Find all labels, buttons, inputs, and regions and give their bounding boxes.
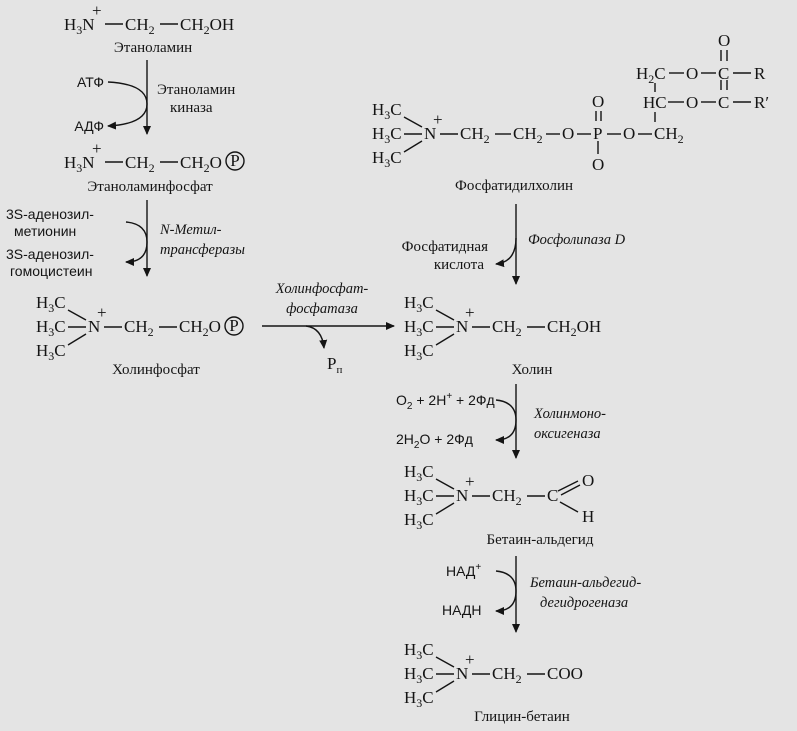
- sah-label-1: 3S-аденозил-: [6, 246, 94, 262]
- phosphatidylcholine-structure: [372, 31, 769, 174]
- ethanolamine-name: Этаноламин: [113, 40, 193, 56]
- svg-text:CH2OH: $CH_2OH$: [547, 317, 602, 339]
- svg-text:CH2: $CH_2$: [125, 15, 155, 37]
- svg-text:H3C: $H_3C$: [404, 486, 434, 508]
- svg-text:CH2: $CH_2$: [513, 124, 543, 146]
- enzyme-phosphatase-2: фосфатаза: [286, 301, 358, 317]
- svg-text:N: N: [456, 317, 469, 336]
- svg-text:CH2: $CH_2$: [125, 153, 155, 175]
- adp-label: АДФ: [74, 118, 104, 134]
- svg-text:O: O: [562, 124, 575, 143]
- svg-text:+: +: [92, 1, 102, 20]
- sam-label-1: 3S-аденозил-: [6, 206, 94, 222]
- enzyme-ethanolamine-kinase-2: киназа: [170, 100, 213, 116]
- choline-structure: [404, 293, 601, 363]
- svg-text:R: R: [754, 64, 766, 83]
- sah-label-2: гомоцистеин: [10, 263, 93, 279]
- step-phospholipase-d: [402, 204, 626, 284]
- svg-text:O: O: [592, 155, 605, 174]
- svg-text:+: +: [97, 303, 107, 322]
- svg-text:P: P: [230, 151, 240, 170]
- svg-text:R′: R′: [754, 93, 770, 112]
- svg-text:H3C: $H_3C$: [404, 664, 434, 686]
- svg-text:N: N: [88, 317, 101, 336]
- svg-text:P: P: [229, 316, 239, 335]
- phosphatidic-acid-name-1: Фосфатидная: [401, 239, 488, 255]
- svg-text:+: +: [465, 303, 475, 322]
- svg-text:H3C: $H_3C$: [372, 124, 402, 146]
- nad-label: НАД+: [446, 562, 482, 579]
- svg-text:O: O: [686, 93, 699, 112]
- ethanolamine-structure: [64, 1, 234, 37]
- svg-text:+: +: [92, 139, 102, 158]
- svg-text:O: O: [686, 64, 699, 83]
- svg-text:C: C: [718, 93, 730, 112]
- svg-text:P: P: [593, 124, 603, 143]
- svg-text:H: H: [582, 507, 595, 526]
- betaine-aldehyde-name: Бетаин-альдегид: [486, 532, 594, 548]
- betaine-aldehyde-structure: [404, 462, 594, 532]
- svg-text:C: C: [547, 486, 559, 505]
- svg-text:COO: COO: [547, 664, 583, 683]
- pi-label: $P_п$: [327, 354, 343, 376]
- svg-text:H3C: $H_3C$: [372, 148, 402, 170]
- svg-text:H3C: $H_3C$: [404, 317, 434, 339]
- svg-text:CH2: $CH_2$: [492, 317, 522, 339]
- svg-text:H3C: $H_3C$: [36, 317, 66, 339]
- step-ethanolamine-kinase: [74, 60, 235, 134]
- enzyme-phosphatase-1: Холинфосфат-: [275, 281, 369, 297]
- svg-text:O: O: [582, 471, 595, 490]
- enzyme-dehydrogenase-2: дегидрогеназа: [540, 595, 629, 611]
- svg-text:CH2: $CH_2$: [124, 317, 154, 339]
- svg-text:H3C: $H_3C$: [404, 640, 434, 662]
- svg-text:H3C: $H_3C$: [404, 688, 434, 710]
- svg-text:H3C: $H_3C$: [372, 100, 402, 122]
- enzyme-ethanolamine-kinase-1: Этаноламин: [157, 82, 236, 98]
- atp-label: АТФ: [77, 74, 104, 90]
- enzyme-dehydrogenase-1: Бетаин-альдегид-: [530, 575, 642, 591]
- enzyme-monooxygenase-1: Холинмоно-: [534, 406, 606, 422]
- svg-text:CH2OH: $CH_2OH$: [180, 15, 235, 37]
- nadh-label: НАДН: [442, 602, 482, 618]
- enzyme-methyltransferases-1: N-Метил-: [160, 222, 222, 238]
- phosphocholine-structure: [36, 293, 243, 363]
- svg-text:+: +: [465, 472, 475, 491]
- h2o-label: $2H_2O + 2Фд$: [396, 431, 473, 451]
- svg-text:H2C: $H_2C$: [636, 64, 666, 86]
- glycine-betaine-structure: [404, 640, 583, 710]
- svg-text:O: O: [592, 92, 605, 111]
- svg-text:CH2: $CH_2$: [492, 486, 522, 508]
- svg-text:H3C: $H_3C$: [36, 341, 66, 363]
- svg-text:CH2: $CH_2$: [654, 124, 684, 146]
- svg-text:N: N: [456, 486, 469, 505]
- svg-text:HC: HC: [643, 93, 667, 112]
- enzyme-monooxygenase-2: оксигеназа: [534, 426, 601, 442]
- svg-text:H3C: $H_3C$: [404, 341, 434, 363]
- svg-text:CH2: $CH_2$: [492, 664, 522, 686]
- svg-text:CH2O: $CH_2O$: [179, 317, 221, 339]
- phosphatidic-acid-name-2: кислота: [433, 257, 484, 273]
- svg-text:O: O: [718, 31, 731, 50]
- phosphatidylcholine-name: Фосфатидилхолин: [454, 178, 574, 194]
- phosphocholine-name: Холинфосфат: [112, 362, 200, 378]
- enzyme-phospholipase-d: Фосфолипаза D: [528, 232, 626, 248]
- svg-text:CH2: $CH_2$: [460, 124, 490, 146]
- o2-label: $O_2 + 2H^+ + 2Фд$: [396, 391, 495, 412]
- svg-text:N: N: [424, 124, 437, 143]
- glycine-betaine-name: Глицин-бетаин: [474, 709, 570, 725]
- svg-text:H3C: $H_3C$: [404, 293, 434, 315]
- step-betaine-aldehyde-dehydrogenase: [442, 556, 641, 632]
- step-choline-monooxygenase: [396, 384, 606, 458]
- svg-text:O: O: [623, 124, 636, 143]
- step-phosphocholine-phosphatase: [262, 281, 394, 376]
- choline-name: Холин: [511, 362, 553, 378]
- svg-text:H3N: $H_3N$: [64, 15, 95, 37]
- enzyme-methyltransferases-2: трансферазы: [160, 242, 245, 258]
- phosphoethanolamine-name: Этаноламинфосфат: [87, 179, 213, 195]
- svg-text:H3C: $H_3C$: [36, 293, 66, 315]
- svg-text:+: +: [433, 110, 443, 129]
- svg-text:H3N: $H_3N$: [64, 153, 95, 175]
- svg-text:+: +: [465, 650, 475, 669]
- phosphoethanolamine-structure: [64, 139, 244, 175]
- svg-text:H3C: $H_3C$: [404, 510, 434, 532]
- svg-text:N: N: [456, 664, 469, 683]
- svg-text:H3C: $H_3C$: [404, 462, 434, 484]
- svg-text:C: C: [718, 64, 730, 83]
- sam-label-2: метионин: [14, 223, 77, 239]
- svg-text:CH2O: $CH_2O$: [180, 153, 222, 175]
- step-n-methyltransferases: [6, 200, 245, 279]
